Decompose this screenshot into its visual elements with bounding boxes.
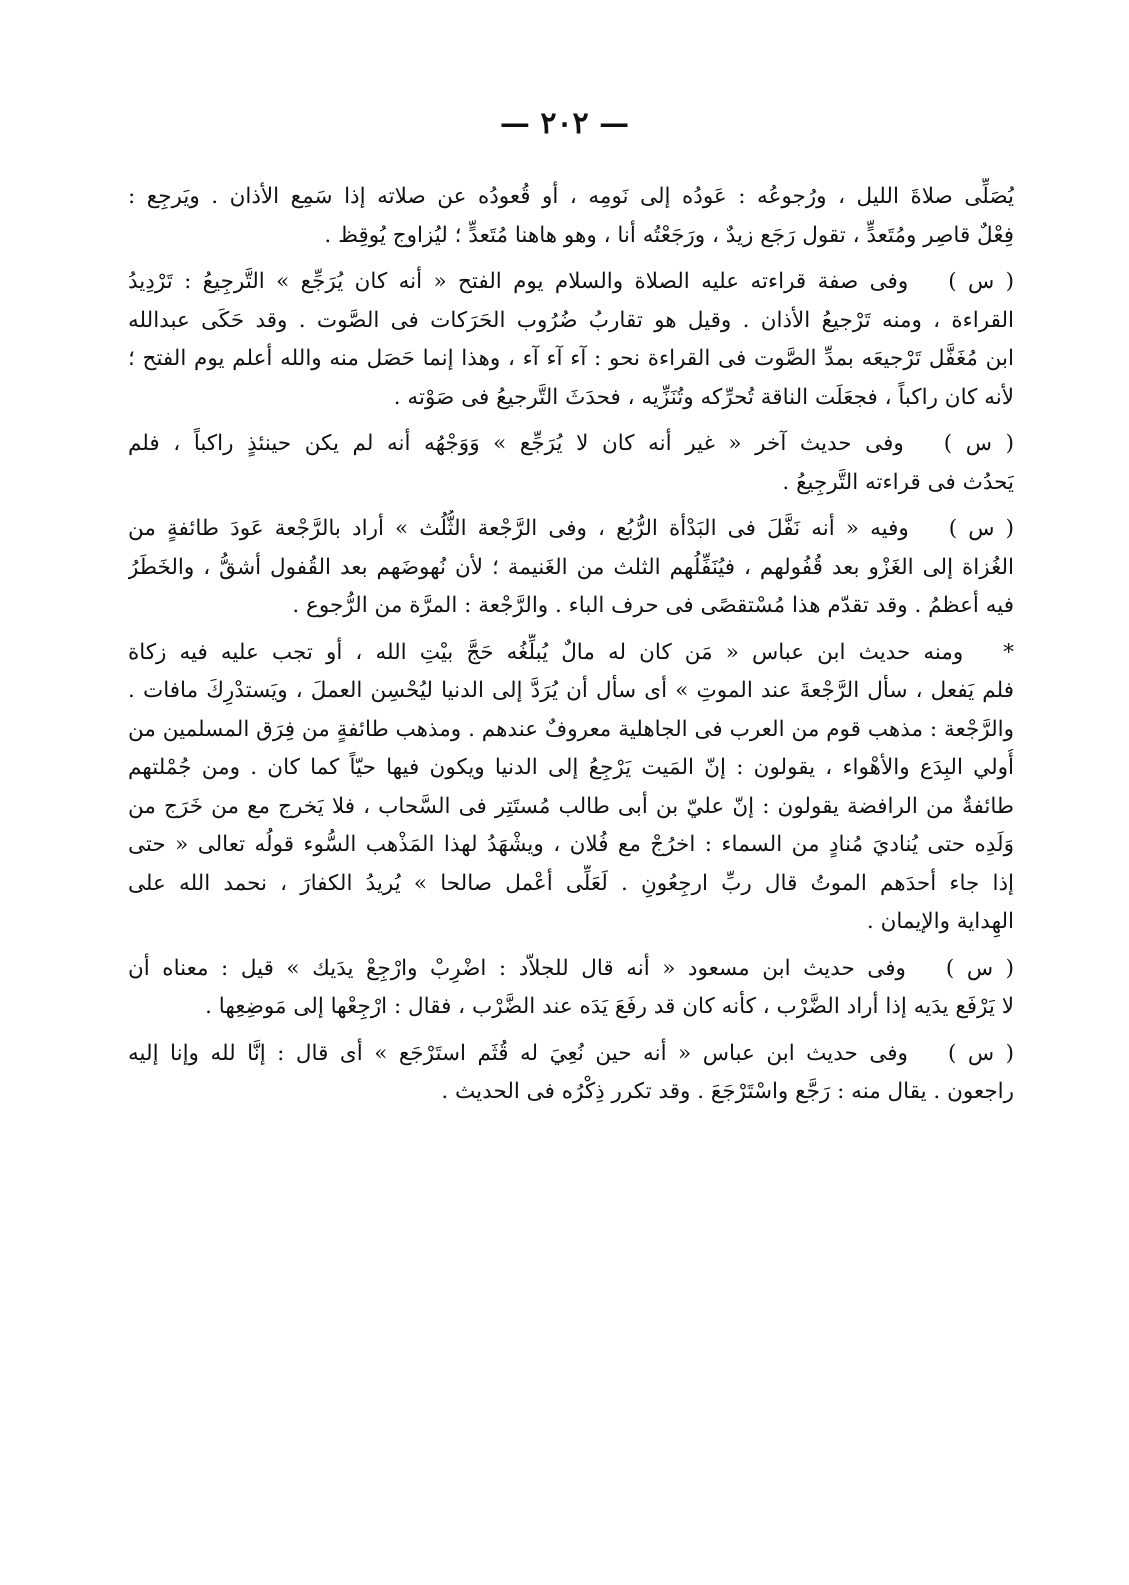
text-line: ابن مُغَفَّل تَرْجيعَه بمدِّ الصَّوت فى القراءة نحو : آء آء آء ، وهذا إنما حَصَل منه والله أعلم يوم الفتح ؛ [128,346,1014,371]
paragraph [128,510,1014,626]
entry-marker: ( س ) [948,269,1014,294]
entry-marker: ( س ) [948,516,1014,541]
paragraph [128,178,1014,255]
text-line [128,263,1014,302]
text-line [128,634,1014,673]
text-line: الهِداية والإيمان . [866,909,1014,934]
text-segment: ومنه حديث ابن عباس « مَن كان له مالٌ يُبلِّغُه حَجَّ بيْتِ الله ، أو تجب عليه فيه زكاة [128,639,964,665]
text-line [128,425,1014,464]
text-segment: وفيه « أنه نَفَّلَ فى البَدْأة الرُّبُع ، وفى الرَّجْعة الثُّلُث » أراد بالرَّجْعة عَودَ طائفةٍ من [128,516,909,541]
text-line: طائفةٌ من الرافضة يقولون : إنّ عليّ بن أبى طالب مُستَتِر فى السَّحاب ، فلا يَخرج مع من خَرَج من [128,793,1014,819]
paragraph [128,950,1014,1027]
entry-marker: ( س ) [945,955,1014,981]
page-number: — ٢٠٢ — [499,106,630,141]
text-line [128,950,1014,989]
text-line: راجعون . يقال منه : رَجَّع واسْتَرْجَعَ . وقد تكرر ذِكْرُه فى الحديث . [441,1079,1014,1104]
text-line: يَحدُث فى قراءته التَّرجِيعُ . [782,469,1014,495]
text-line [128,1035,1014,1074]
text-segment: وفى حديث ابن مسعود « أنه قال للجلاّد : اضْرِبْ وارْجِعْ يدَيك » قيل : معناه أن [128,955,906,981]
text-line: فيه أعظمُ . وقد تقدّم هذا مُسْتقصًى فى حرف الباء . والرَّجْعة : المرَّة من الرُّجوع . [292,593,1014,618]
text-segment: وفى صفة قراءته عليه الصلاة والسلام يوم الفتح « أنه كان يُرَجِّع » التَّرجِيعُ : تَرْدِيدُ [128,269,909,294]
text-segment: وفى حديث ابن عباس « أنه حين نُعِيَ له قُثَم استَرْجَع » أى قال : إنَّا لله وإنا إليه [128,1040,908,1066]
paragraph [128,634,1014,942]
text-segment: وفى حديث آخر « غير أنه كان لا يُرَجِّع » وَوَجْهُه أنه لم يكن حينئذٍ راكباً ، فلم [128,431,904,456]
text-line: أُولي البِدَع والأهْواء ، يقولون : إنّ المَيت يَرْجِعُ إلى الدنيا ويكون فيها حيّاً كما كان . ومن جُمْلتهم [128,755,1014,780]
text-line: فلم يَفعل ، سأل الرَّجْعةَ عند الموتِ » أى سأل أن يُرَدَّ إلى الدنيا ليُحْسِن العملَ ، ويَستدْرِكَ مافات . [128,678,1014,703]
text-line: فِعْلٌ قاصِر ومُتَعدٍّ ، تقول رَجَع زيدٌ ، ورَجَعْتُه أنا ، وهو هاهنا مُتَعدٍّ ؛ ليُزاوج يُوقِظ . [324,222,1014,248]
entry-marker: * [1003,639,1014,665]
text-line: والرَّجْعة : مذهب قوم من العرب فى الجاهلية معروفٌ عندهم . ومذهب طائفةٍ من فِرَق المسلمين من [128,716,1014,742]
paragraph [128,425,1014,502]
text-line: يُصَلِّى صلاةَ الليل ، ورُجوعُه : عَودُه إلى نَومِه ، أو قُعودُه عن صلاته إذا سَمِع الأذان . ويَرجِع : [128,184,1014,209]
text-line [128,510,1014,549]
text-line: الغُزاة إلى الغَزْو بعد قُفُولهم ، فيُنَفِّلُهم الثلث من الغَنيمة ؛ لأن نُهوضَهم بعد القُفول أشقُّ ، والخَطَرُ [128,554,1014,580]
page-body [128,178,1014,1120]
text-line: لا يَرْفَع يدَيه إذا أراد الضَّرْب ، كأنه كان قد رفَعَ يَدَه عند الضَّرْب ، فقال : ارْجِعْها إلى مَوضِعِها . [205,994,1014,1019]
text-line: وَلَدِه حتى يُناديَ مُنادٍ من السماء : اخرُجْ مع فُلان ، ويشْهَدُ لهذا المَذْهب السُّوء قولُه تعالى « حتى [128,832,1014,857]
text-line: القراءة ، ومنه تَرْجيعُ الأذان . وقيل هو تقاربُ ضُرُوب الحَرَكات فى الصَّوت . وقد حَكَى عبدالله [128,307,1014,333]
text-line: إذا جاء أحدَهم الموتُ قال ربِّ ارجِعُونِ . لَعَلِّى أعْمل صالحا » يُريدُ الكفارَ ، نحمد الله على [128,870,1014,896]
entry-marker: ( س ) [943,431,1014,456]
paragraph [128,263,1014,417]
entry-marker: ( س ) [947,1040,1014,1066]
text-line: لأنه كان راكباً ، فجعَلَت الناقة تُحرِّكه وتُنَزِّيه ، فحدَثَ التَّرجيعُ فى صَوْته . [393,384,1014,410]
paragraph [128,1035,1014,1112]
